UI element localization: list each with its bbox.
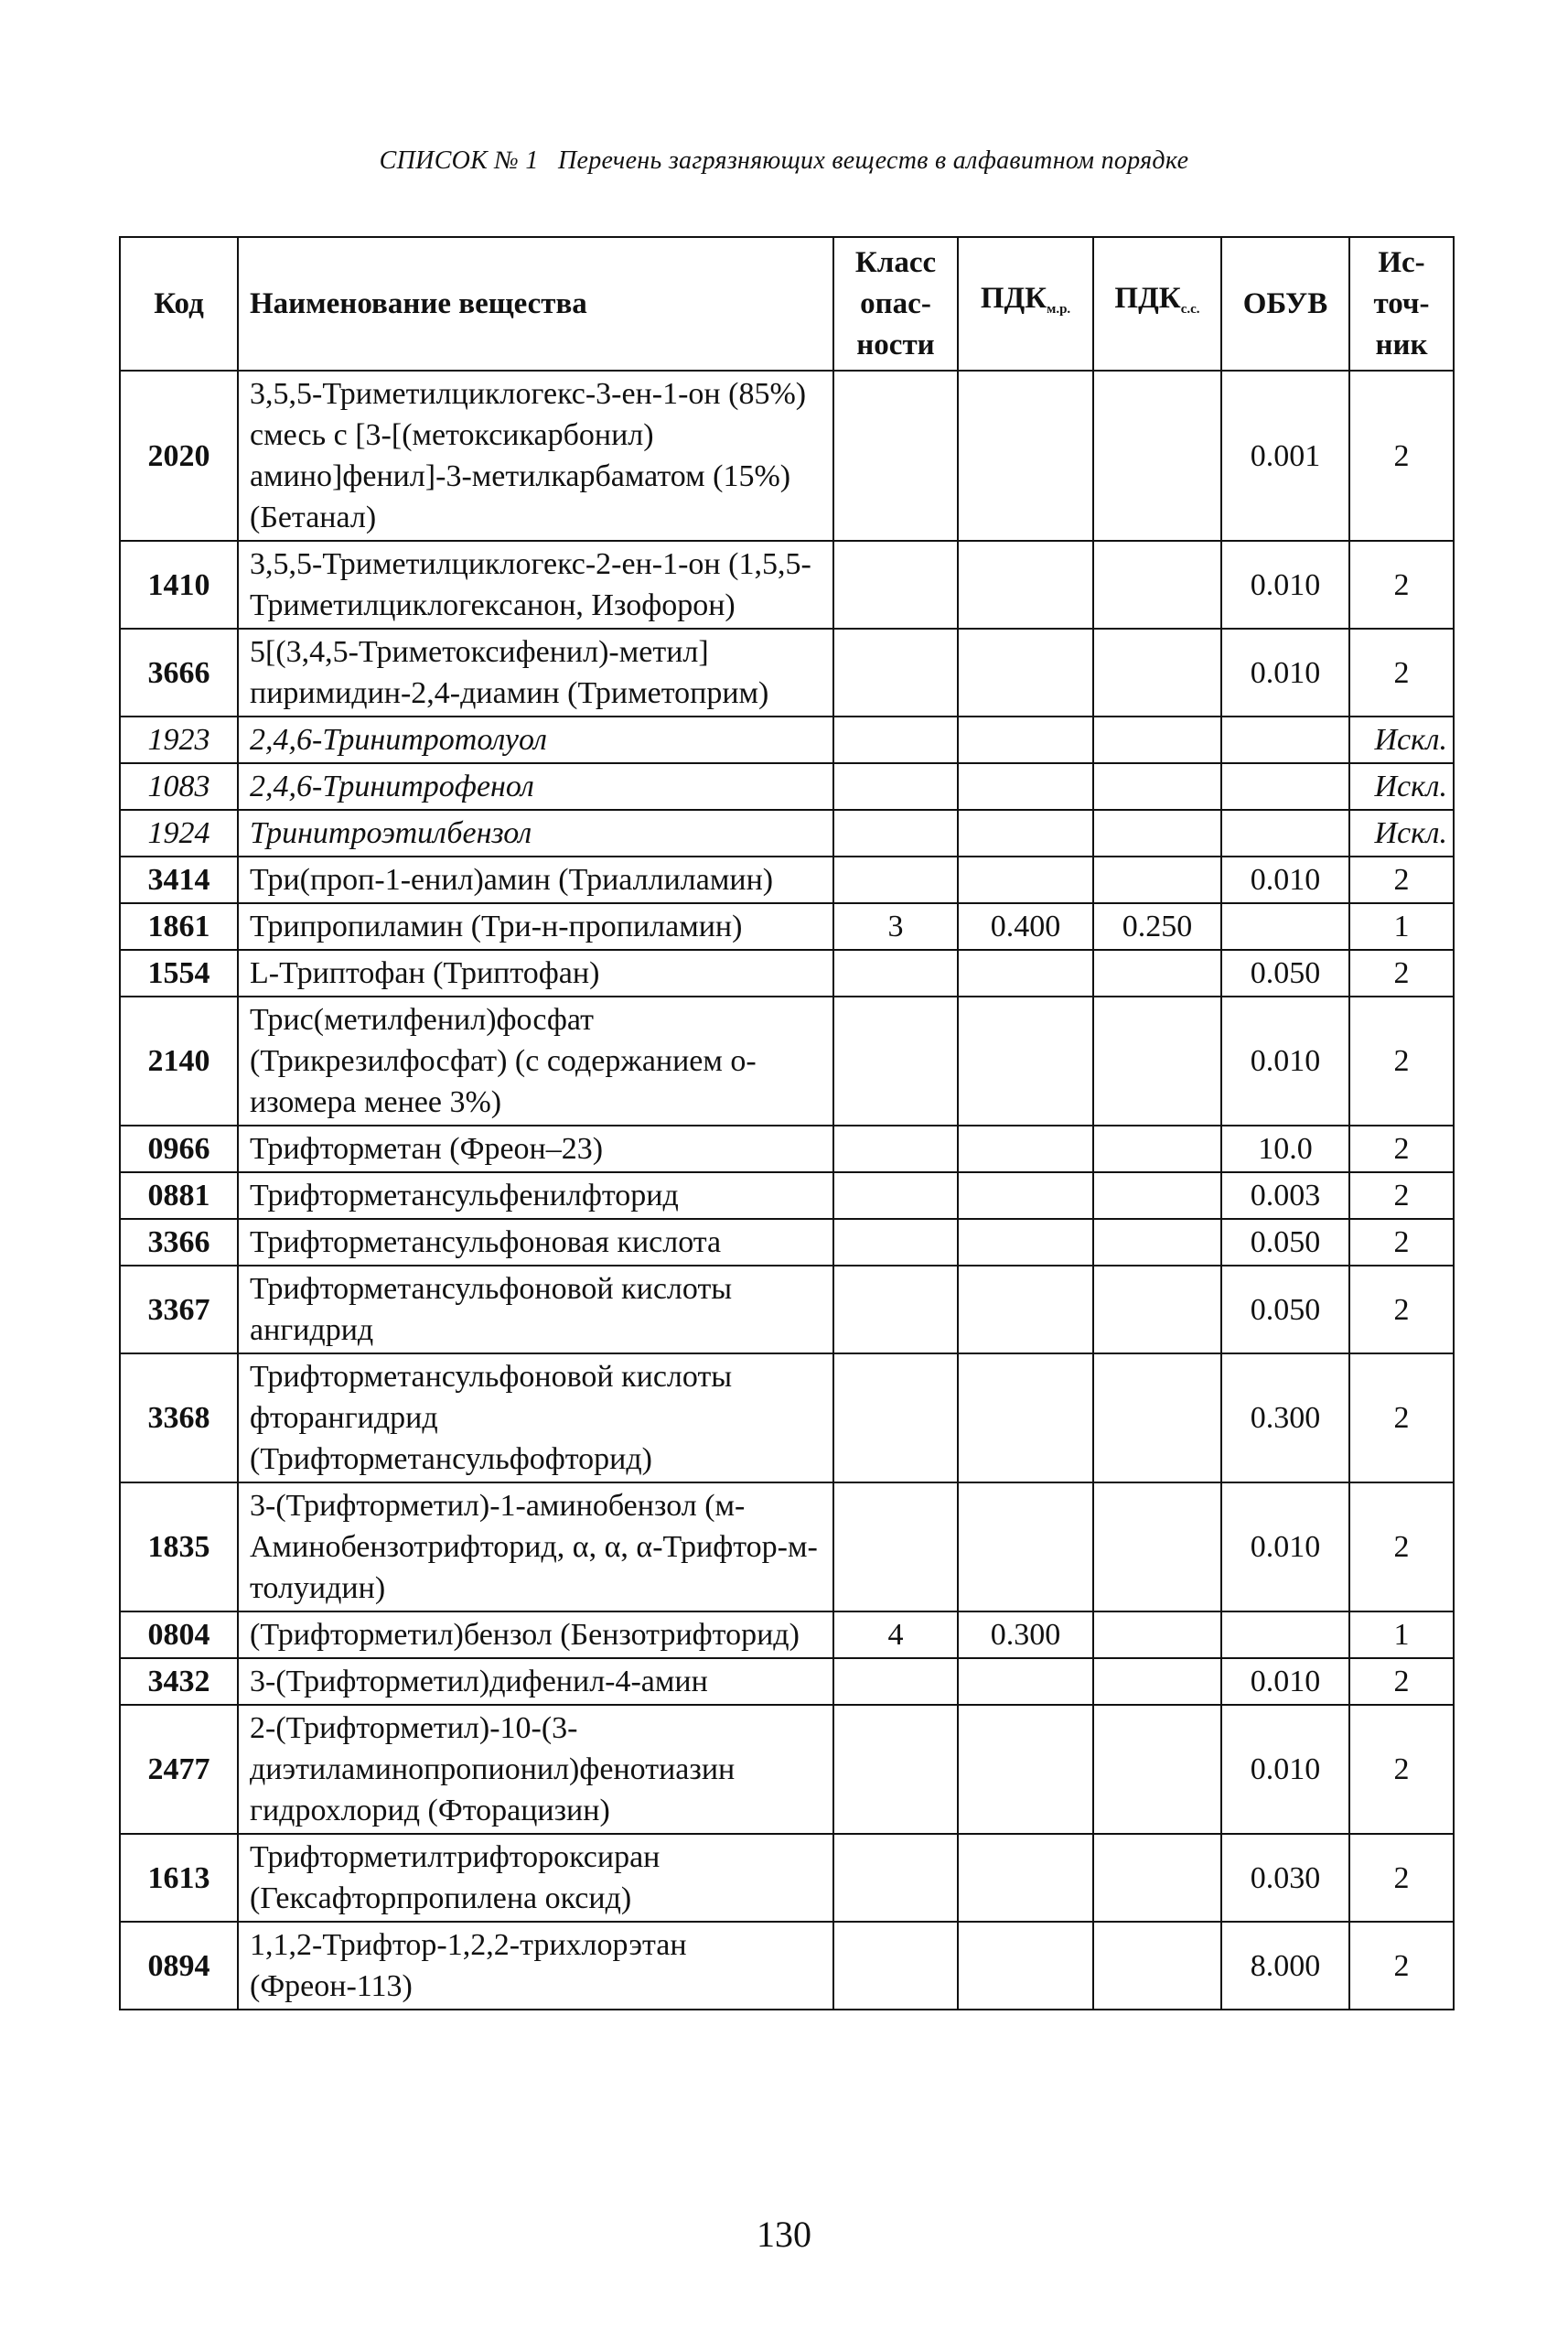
header-hazard-class <box>833 237 958 371</box>
cell-source: 2 <box>1349 1172 1454 1219</box>
cell-pdk-ss: 0.250 <box>1093 903 1221 950</box>
cell-pdk-ss <box>1093 629 1221 717</box>
table-row <box>120 903 1454 950</box>
cell-pdk-ss <box>1093 1482 1221 1611</box>
cell-name: 3,5,5-Триметилциклогекс-2-ен-1-он (1,5,5-Триметилциклогексанон, Изофорон) <box>238 541 833 629</box>
cell-source: 2 <box>1349 1834 1454 1922</box>
header-source-line1: Ис- <box>1378 245 1425 279</box>
cell-code: 3414 <box>120 857 238 903</box>
cell-pdk-mr <box>958 1834 1093 1922</box>
cell-pdk-ss <box>1093 950 1221 997</box>
cell-pdk-ss <box>1093 857 1221 903</box>
header-hazard-line3: ности <box>856 328 935 361</box>
cell-source: Искл. <box>1349 810 1454 857</box>
cell-source: 2 <box>1349 1266 1454 1353</box>
cell-hazard-class <box>833 1834 958 1922</box>
cell-pdk-mr <box>958 1705 1093 1834</box>
table-row <box>120 1126 1454 1172</box>
table-row <box>120 1611 1454 1658</box>
cell-code: 1861 <box>120 903 238 950</box>
cell-obuv: 8.000 <box>1221 1922 1349 2010</box>
cell-obuv: 0.050 <box>1221 1266 1349 1353</box>
table-row <box>120 629 1454 717</box>
header-pdk-ss <box>1093 237 1221 371</box>
table-row <box>120 997 1454 1126</box>
substances-table-container <box>119 236 1453 2010</box>
cell-obuv: 0.010 <box>1221 629 1349 717</box>
cell-pdk-mr <box>958 1353 1093 1482</box>
table-row <box>120 1219 1454 1266</box>
cell-obuv: 0.010 <box>1221 997 1349 1126</box>
cell-obuv: 0.010 <box>1221 857 1349 903</box>
cell-source: 2 <box>1349 1705 1454 1834</box>
header-pdk-mr-sub: м.р. <box>1047 301 1071 317</box>
cell-pdk-ss <box>1093 1266 1221 1353</box>
cell-obuv: 10.0 <box>1221 1126 1349 1172</box>
cell-pdk-ss <box>1093 1834 1221 1922</box>
cell-hazard-class <box>833 857 958 903</box>
header-pdk-mr <box>958 237 1093 371</box>
cell-hazard-class <box>833 717 958 763</box>
cell-obuv <box>1221 810 1349 857</box>
cell-code: 1083 <box>120 763 238 810</box>
header-pdk-ss-label: ПДК <box>1114 281 1181 315</box>
cell-pdk-mr <box>958 1126 1093 1172</box>
cell-pdk-ss <box>1093 1219 1221 1266</box>
cell-pdk-mr: 0.400 <box>958 903 1093 950</box>
cell-hazard-class <box>833 763 958 810</box>
cell-pdk-mr <box>958 371 1093 541</box>
cell-obuv <box>1221 717 1349 763</box>
cell-source: 1 <box>1349 1611 1454 1658</box>
cell-hazard-class <box>833 371 958 541</box>
cell-source: 2 <box>1349 1922 1454 2010</box>
cell-source: Искл. <box>1349 763 1454 810</box>
cell-hazard-class <box>833 1658 958 1705</box>
cell-code: 1554 <box>120 950 238 997</box>
cell-code: 3432 <box>120 1658 238 1705</box>
cell-name: Три(проп-1-енил)амин (Триаллиламин) <box>238 857 833 903</box>
header-name: Наименование вещества <box>238 237 833 371</box>
cell-code: 0966 <box>120 1126 238 1172</box>
table-row <box>120 1658 1454 1705</box>
cell-name: L-Триптофан (Триптофан) <box>238 950 833 997</box>
page-header <box>0 146 1568 176</box>
header-code: Код <box>120 237 238 371</box>
cell-source: 2 <box>1349 1353 1454 1482</box>
cell-hazard-class: 3 <box>833 903 958 950</box>
cell-code: 2477 <box>120 1705 238 1834</box>
table-row <box>120 763 1454 810</box>
cell-code: 2140 <box>120 997 238 1126</box>
cell-obuv: 0.010 <box>1221 541 1349 629</box>
cell-obuv: 0.001 <box>1221 371 1349 541</box>
table-row <box>120 1353 1454 1482</box>
cell-name: 5[(3,4,5-Триметоксифенил)-метил] пиримидин-2,4-диамин (Триметоприм) <box>238 629 833 717</box>
cell-source: 1 <box>1349 903 1454 950</box>
cell-hazard-class <box>833 950 958 997</box>
cell-name: Трифторметансульфенилфторид <box>238 1172 833 1219</box>
cell-name: Трифторметан (Фреон–23) <box>238 1126 833 1172</box>
cell-pdk-mr <box>958 763 1093 810</box>
cell-name: 3-(Трифторметил)дифенил-4-амин <box>238 1658 833 1705</box>
cell-hazard-class <box>833 810 958 857</box>
cell-code: 1923 <box>120 717 238 763</box>
cell-pdk-mr <box>958 717 1093 763</box>
cell-name: Трифторметансульфоновая кислота <box>238 1219 833 1266</box>
cell-source: Искл. <box>1349 717 1454 763</box>
cell-hazard-class <box>833 1353 958 1482</box>
cell-name: Трифторметилтрифтороксиран (Гексафторпропилена оксид) <box>238 1834 833 1922</box>
cell-pdk-ss <box>1093 1611 1221 1658</box>
cell-hazard-class <box>833 1126 958 1172</box>
cell-name: Тринитроэтилбензол <box>238 810 833 857</box>
cell-obuv <box>1221 1611 1349 1658</box>
cell-code: 3366 <box>120 1219 238 1266</box>
cell-obuv: 0.010 <box>1221 1482 1349 1611</box>
table-row <box>120 857 1454 903</box>
cell-source: 2 <box>1349 541 1454 629</box>
cell-obuv <box>1221 903 1349 950</box>
table-body <box>120 371 1454 2010</box>
header-pdk-mr-label: ПДК <box>980 281 1047 315</box>
cell-hazard-class <box>833 1482 958 1611</box>
cell-pdk-mr <box>958 1266 1093 1353</box>
cell-pdk-mr <box>958 1219 1093 1266</box>
cell-obuv: 0.050 <box>1221 1219 1349 1266</box>
cell-code: 3368 <box>120 1353 238 1482</box>
cell-hazard-class <box>833 1922 958 2010</box>
cell-pdk-mr <box>958 810 1093 857</box>
cell-obuv: 0.010 <box>1221 1658 1349 1705</box>
cell-obuv: 0.003 <box>1221 1172 1349 1219</box>
cell-code: 1835 <box>120 1482 238 1611</box>
cell-obuv: 0.030 <box>1221 1834 1349 1922</box>
header-hazard-line2: опас- <box>860 286 931 320</box>
list-number: СПИСОК № 1 <box>379 146 539 175</box>
cell-pdk-mr <box>958 857 1093 903</box>
cell-obuv: 0.050 <box>1221 950 1349 997</box>
cell-source: 2 <box>1349 857 1454 903</box>
cell-source: 2 <box>1349 1126 1454 1172</box>
header-source-line2: точ- <box>1373 286 1430 320</box>
cell-hazard-class <box>833 1219 958 1266</box>
cell-name: 3-(Трифторметил)-1-аминобензол (м-Аминобензотрифторид, α, α, α-Трифтор-м-толуидин) <box>238 1482 833 1611</box>
cell-pdk-ss <box>1093 1922 1221 2010</box>
table-row <box>120 1266 1454 1353</box>
substances-table <box>119 236 1455 2010</box>
cell-name: 1,1,2-Трифтор-1,2,2-трихлорэтан (Фреон-113) <box>238 1922 833 2010</box>
header-hazard-line1: Класс <box>854 245 937 279</box>
cell-source: 2 <box>1349 1219 1454 1266</box>
cell-pdk-ss <box>1093 1126 1221 1172</box>
cell-code: 3666 <box>120 629 238 717</box>
table-row <box>120 717 1454 763</box>
table-row <box>120 541 1454 629</box>
cell-pdk-ss <box>1093 997 1221 1126</box>
cell-hazard-class <box>833 997 958 1126</box>
cell-pdk-ss <box>1093 541 1221 629</box>
cell-source: 2 <box>1349 950 1454 997</box>
table-row <box>120 810 1454 857</box>
cell-pdk-ss <box>1093 1353 1221 1482</box>
cell-pdk-mr <box>958 1922 1093 2010</box>
table-row <box>120 371 1454 541</box>
cell-name: 2,4,6-Тринитрофенол <box>238 763 833 810</box>
cell-pdk-ss <box>1093 1705 1221 1834</box>
cell-source: 2 <box>1349 997 1454 1126</box>
cell-name: (Трифторметил)бензол (Бензотрифторид) <box>238 1611 833 1658</box>
cell-code: 0894 <box>120 1922 238 2010</box>
cell-code: 1410 <box>120 541 238 629</box>
cell-name: 3,5,5-Триметилциклогекс-3-ен-1-он (85%) смесь с [3-[(метоксикарбонил) амино]фенил]-3-метилкарбаматом (15%) (Бетанал) <box>238 371 833 541</box>
cell-code: 0804 <box>120 1611 238 1658</box>
cell-source: 2 <box>1349 371 1454 541</box>
cell-hazard-class: 4 <box>833 1611 958 1658</box>
cell-hazard-class <box>833 1172 958 1219</box>
cell-hazard-class <box>833 1266 958 1353</box>
cell-pdk-mr <box>958 629 1093 717</box>
cell-obuv <box>1221 763 1349 810</box>
page-number: 130 <box>757 2214 811 2255</box>
cell-source: 2 <box>1349 1482 1454 1611</box>
cell-code: 1613 <box>120 1834 238 1922</box>
table-row <box>120 1482 1454 1611</box>
cell-pdk-mr: 0.300 <box>958 1611 1093 1658</box>
list-subtitle: Перечень загрязняющих веществ в алфавитном порядке <box>558 146 1189 175</box>
cell-name: 2-(Трифторметил)-10-(3-диэтиламинопропионил)фенотиазин гидрохлорид (Фторацизин) <box>238 1705 833 1834</box>
cell-code: 1924 <box>120 810 238 857</box>
cell-pdk-ss <box>1093 810 1221 857</box>
cell-hazard-class <box>833 1705 958 1834</box>
cell-name: Трифторметансульфоновой кислоты фторангидрид (Трифторметансульфофторид) <box>238 1353 833 1482</box>
cell-name: Трис(метилфенил)фосфат (Трикрезилфосфат) (с содержанием о-изомера менее 3%) <box>238 997 833 1126</box>
cell-code: 2020 <box>120 371 238 541</box>
cell-pdk-ss <box>1093 1658 1221 1705</box>
cell-source: 2 <box>1349 1658 1454 1705</box>
table-row <box>120 950 1454 997</box>
cell-pdk-mr <box>958 1172 1093 1219</box>
cell-pdk-mr <box>958 950 1093 997</box>
cell-pdk-ss <box>1093 1172 1221 1219</box>
cell-obuv: 0.010 <box>1221 1705 1349 1834</box>
cell-name: 2,4,6-Тринитротолуол <box>238 717 833 763</box>
cell-pdk-mr <box>958 1482 1093 1611</box>
table-row <box>120 1172 1454 1219</box>
cell-hazard-class <box>833 629 958 717</box>
cell-pdk-mr <box>958 997 1093 1126</box>
header-pdk-ss-sub: с.с. <box>1180 301 1200 317</box>
cell-code: 0881 <box>120 1172 238 1219</box>
cell-pdk-mr <box>958 1658 1093 1705</box>
header-source <box>1349 237 1454 371</box>
cell-code: 3367 <box>120 1266 238 1353</box>
header-obuv: ОБУВ <box>1221 237 1349 371</box>
table-row <box>120 1922 1454 2010</box>
table-header-row <box>120 237 1454 371</box>
table-row <box>120 1834 1454 1922</box>
table-row <box>120 1705 1454 1834</box>
header-source-line3: ник <box>1375 328 1428 361</box>
cell-pdk-mr <box>958 541 1093 629</box>
cell-source: 2 <box>1349 629 1454 717</box>
cell-pdk-ss <box>1093 763 1221 810</box>
cell-hazard-class <box>833 541 958 629</box>
cell-pdk-ss <box>1093 717 1221 763</box>
cell-obuv: 0.300 <box>1221 1353 1349 1482</box>
cell-pdk-ss <box>1093 371 1221 541</box>
cell-name: Трипропиламин (Три-н-пропиламин) <box>238 903 833 950</box>
cell-name: Трифторметансульфоновой кислоты ангидрид <box>238 1266 833 1353</box>
